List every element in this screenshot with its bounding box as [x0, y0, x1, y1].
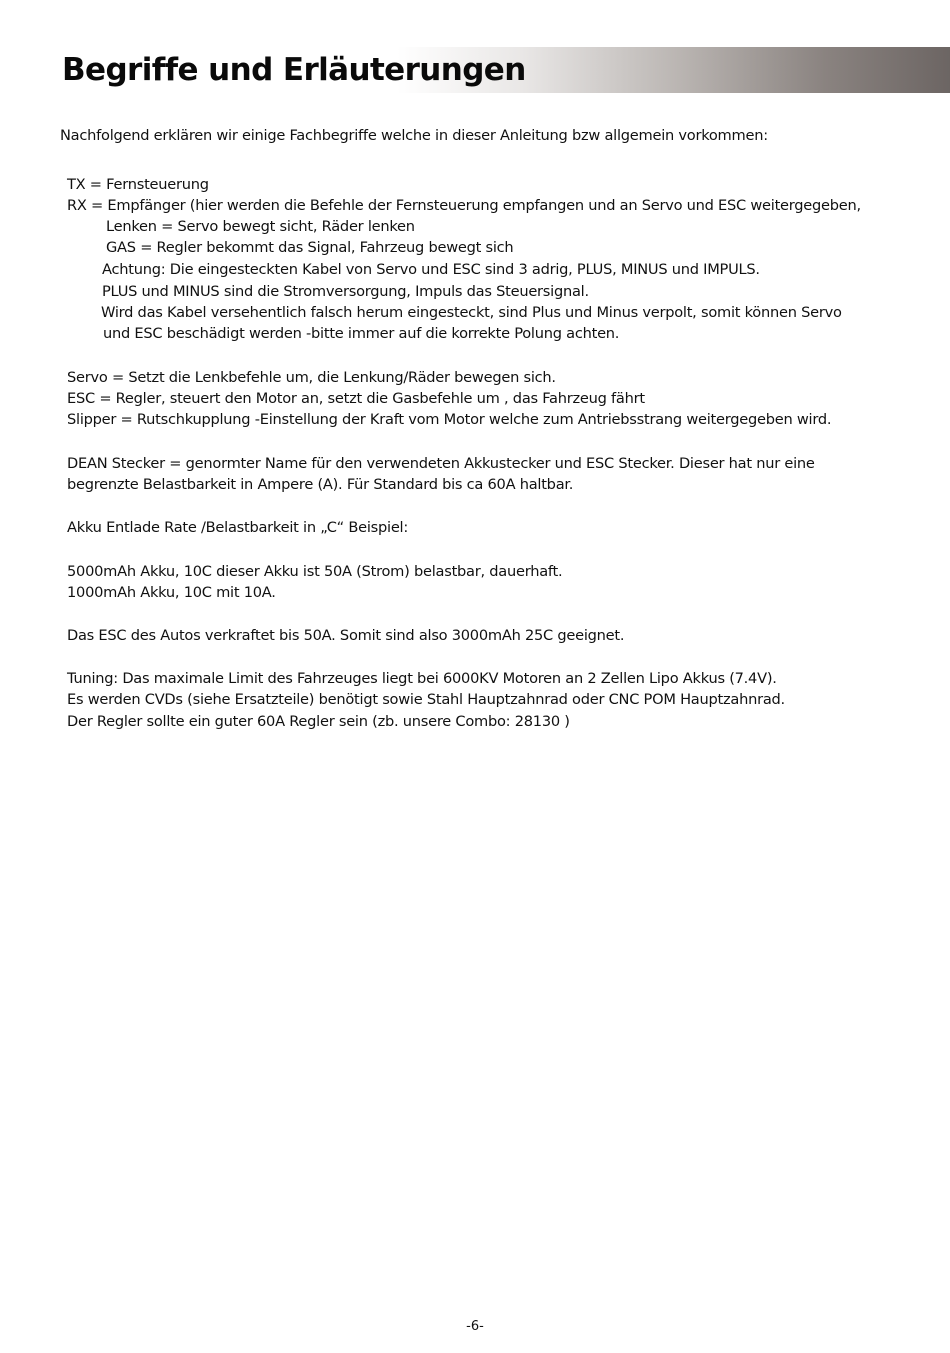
warning-text: und ESC beschädigt werden -bitte immer auf die korrekte Polung achten.	[103, 325, 620, 342]
warning-text: Achtung: Die eingesteckten Kabel von Servo und ESC sind 3 adrig, PLUS, MINUS und IMPULS.	[102, 261, 760, 278]
term-esc: ESC = Regler, steuert den Motor an, setzt die Gasbefehle um , das Fahrzeug fährt	[67, 390, 645, 407]
battery-rate-heading: Akku Entlade Rate /Belastbarkeit in „C“ Beispiel:	[67, 519, 409, 536]
battery-example: 5000mAh Akku, 10C dieser Akku ist 50A (Strom) belastbar, dauerhaft.	[67, 563, 563, 580]
warning-text: Wird das Kabel versehentlich falsch herum eingesteckt, sind Plus und Minus verpolt, somit können Servo	[101, 304, 842, 321]
intro-text: Nachfolgend erklären wir einige Fachbegriffe welche in dieser Anleitung bzw allgemein vorkommen:	[60, 127, 768, 144]
rx-steering: Lenken = Servo bewegt sicht, Räder lenken	[106, 218, 415, 235]
esc-capacity-note: Das ESC des Autos verkraftet bis 50A. Somit sind also 3000mAh 25C geeignet.	[67, 627, 625, 644]
term-tx: TX = Fernsteuerung	[67, 176, 209, 193]
warning-text: PLUS und MINUS sind die Stromversorgung, Impuls das Steuersignal.	[102, 283, 589, 300]
battery-example: 1000mAh Akku, 10C mit 10A.	[67, 584, 276, 601]
term-slipper: Slipper = Rutschkupplung -Einstellung der Kraft vom Motor welche zum Antriebsstrang weitergegeben wird.	[67, 411, 832, 428]
tuning-text: Tuning: Das maximale Limit des Fahrzeuges liegt bei 6000KV Motoren an 2 Zellen Lipo Akkus (7.4V).	[67, 670, 777, 687]
tuning-text: Der Regler sollte ein guter 60A Regler sein (zb. unsere Combo: 28130 )	[67, 713, 570, 730]
rx-throttle: GAS = Regler bekommt das Signal, Fahrzeug bewegt sich	[106, 239, 514, 256]
term-servo: Servo = Setzt die Lenkbefehle um, die Lenkung/Räder bewegen sich.	[67, 369, 556, 386]
page-title: Begriffe und Erläuterungen	[62, 52, 526, 88]
tuning-text: Es werden CVDs (siehe Ersatzteile) benötigt sowie Stahl Hauptzahnrad oder CNC POM Hauptzahnrad.	[67, 691, 785, 708]
page-number: -6-	[466, 1319, 484, 1334]
term-rx: RX = Empfänger (hier werden die Befehle der Fernsteuerung empfangen und an Servo und ESC weitergegeben,	[67, 197, 861, 214]
term-dean-connector: begrenzte Belastbarkeit in Ampere (A). Für Standard bis ca 60A haltbar.	[67, 476, 574, 493]
term-dean-connector: DEAN Stecker = genormter Name für den verwendeten Akkustecker und ESC Stecker. Dieser hat nur eine	[67, 455, 815, 472]
